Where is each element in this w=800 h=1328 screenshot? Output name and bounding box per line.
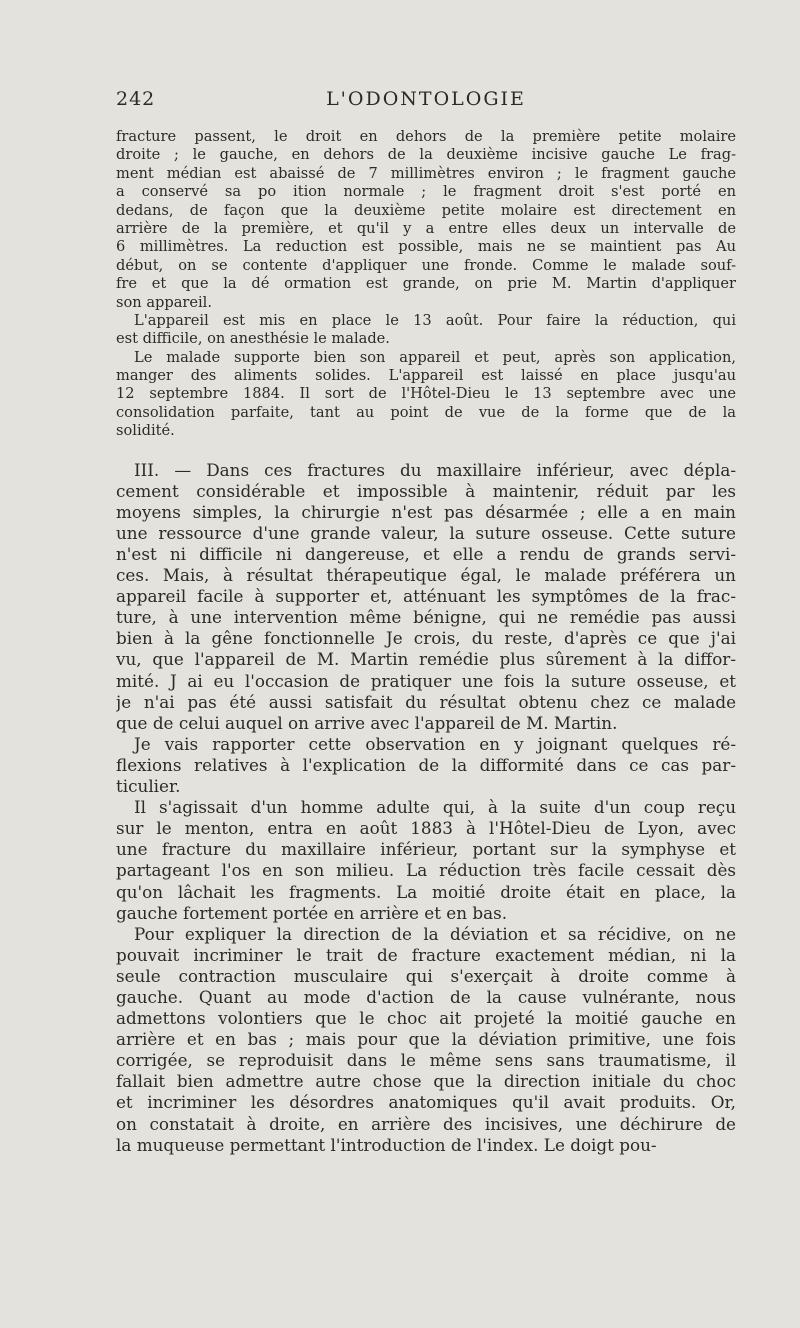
paragraph bbox=[116, 312, 736, 349]
paragraph bbox=[116, 734, 736, 797]
text-line: n'est ni difficile ni dangereuse, et elle a rendu de grands servi- bbox=[116, 544, 736, 565]
text-line: que de celui auquel on arrive avec l'appareil de M. Martin. bbox=[116, 712, 618, 733]
paragraph bbox=[116, 797, 736, 924]
text-line: seule contraction musculaire qui s'exerçait à droite comme à bbox=[116, 965, 736, 986]
text-line: L'appareil est mis en place le 13 août. Pour faire la réduction, qui bbox=[134, 311, 736, 329]
text-line: corrigée, se reproduisit dans le même sens sans traumatisme, il bbox=[116, 1050, 736, 1071]
text-line: dedans, de façon que la deuxième petite molaire est directement en bbox=[116, 201, 736, 219]
text-line: arrière de la première, et qu'il y a entre elles deux un intervalle de bbox=[116, 219, 736, 237]
paragraph bbox=[116, 924, 736, 1156]
observation-text bbox=[116, 128, 736, 441]
text-line: est difficile, on anesthésie le malade. bbox=[116, 330, 390, 348]
text-line: 12 septembre 1884. Il sort de l'Hôtel-Dieu le 13 septembre avec une bbox=[116, 385, 736, 403]
paragraph bbox=[116, 128, 736, 312]
text-line: manger des aliments solides. L'appareil est laissé en place jusqu'au bbox=[116, 367, 736, 385]
text-line: 6 millimètres. La reduction est possible, mais ne se maintient pas Au bbox=[116, 238, 736, 256]
text-line: ticulier. bbox=[116, 776, 181, 797]
text-line: ture, à une intervention même bénigne, qui ne remédie pas aussi bbox=[116, 607, 736, 628]
text-line: début, on se contente d'appliquer une fronde. Comme le malade souf- bbox=[116, 256, 736, 274]
text-line: fracture passent, le droit en dehors de la première petite molaire bbox=[116, 128, 736, 145]
text-line: consolidation parfaite, tant au point de vue de la forme que de la bbox=[116, 403, 736, 421]
text-line: gauche. Quant au mode d'action de la cause vulnérante, nous bbox=[116, 986, 736, 1007]
text-line: la muqueuse permettant l'introduction de l'index. Le doigt pou- bbox=[116, 1134, 657, 1155]
page-number: 242 bbox=[116, 88, 156, 110]
section-gap bbox=[116, 441, 736, 460]
text-line: solidité. bbox=[116, 422, 175, 440]
text-line: son appareil. bbox=[116, 293, 212, 311]
text-line: on constatait à droite, en arrière des incisives, une déchirure de bbox=[116, 1113, 736, 1134]
text-line: ces. Mais, à résultat thérapeutique égal, le malade préférera un bbox=[116, 565, 736, 586]
text-line: une fracture du maxillaire inférieur, portant sur la symphyse et bbox=[116, 839, 736, 860]
text-line: arrière et en bas ; mais pour que la déviation primitive, une fois bbox=[116, 1029, 736, 1050]
text-line: Le malade supporte bien son appareil et peut, après son application, bbox=[134, 348, 736, 366]
text-line: Je vais rapporter cette observation en y joignant quelques ré- bbox=[134, 733, 736, 754]
text-line: partageant l'os en son milieu. La réduction très facile cessait dès bbox=[116, 860, 736, 881]
text-line: vu, que l'appareil de M. Martin remédie plus sûrement à la diffor- bbox=[116, 649, 736, 670]
text-line: flexions relatives à l'explication de la difformité dans ce cas par- bbox=[116, 754, 736, 775]
running-title: L'ODONTOLOGIE bbox=[326, 88, 526, 110]
text-line: a conservé sa po ition normale ; le fragment droit s'est porté en bbox=[116, 183, 736, 201]
text-line: mité. J ai eu l'occasion de pratiquer une fois la suture osseuse, et bbox=[116, 670, 736, 691]
text-line: cement considérable et impossible à maintenir, réduit par les bbox=[116, 480, 736, 501]
text-line: qu'on lâchait les fragments. La moitié droite était en place, la bbox=[116, 881, 736, 902]
text-line: III. — Dans ces fractures du maxillaire inférieur, avec dépla- bbox=[134, 459, 736, 480]
body-text bbox=[116, 128, 736, 1156]
text-line: fre et que la dé ormation est grande, on prie M. Martin d'appliquer bbox=[116, 275, 736, 293]
paragraph bbox=[116, 460, 736, 734]
text-line: je n'ai pas été aussi satisfait du résultat obtenu chez ce malade bbox=[116, 691, 736, 712]
text-line: appareil facile à supporter et, atténuant les symptômes de la frac- bbox=[116, 586, 736, 607]
text-line: droite ; le gauche, en dehors de la deuxième incisive gauche Le frag- bbox=[116, 146, 736, 164]
text-line: Il s'agissait d'un homme adulte qui, à la suite d'un coup reçu bbox=[134, 797, 736, 818]
text-line: fallait bien admettre autre chose que la direction initiale du choc bbox=[116, 1071, 736, 1092]
paragraph bbox=[116, 349, 736, 441]
text-line: admettons volontiers que le choc ait projeté la moitié gauche en bbox=[116, 1008, 736, 1029]
text-line: Pour expliquer la direction de la déviation et sa récidive, on ne bbox=[134, 923, 736, 944]
section-iii-text bbox=[116, 460, 736, 1156]
page-header bbox=[116, 88, 736, 118]
text-line: ment médian est abaissé de 7 millimètres environ ; le fragment gauche bbox=[116, 164, 736, 182]
text-line: pouvait incriminer le trait de fracture exactement médian, ni la bbox=[116, 944, 736, 965]
text-line: sur le menton, entra en août 1883 à l'Hôtel-Dieu de Lyon, avec bbox=[116, 818, 736, 839]
text-line: gauche fortement portée en arrière et en bas. bbox=[116, 902, 508, 923]
text-line: moyens simples, la chirurgie n'est pas désarmée ; elle a en main bbox=[116, 501, 736, 522]
text-line: et incriminer les désordres anatomiques qu'il avait produits. Or, bbox=[116, 1092, 736, 1113]
text-line: une ressource d'une grande valeur, la suture osseuse. Cette suture bbox=[116, 522, 736, 543]
text-line: bien à la gêne fonctionnelle Je crois, du reste, d'après ce que j'ai bbox=[116, 628, 736, 649]
